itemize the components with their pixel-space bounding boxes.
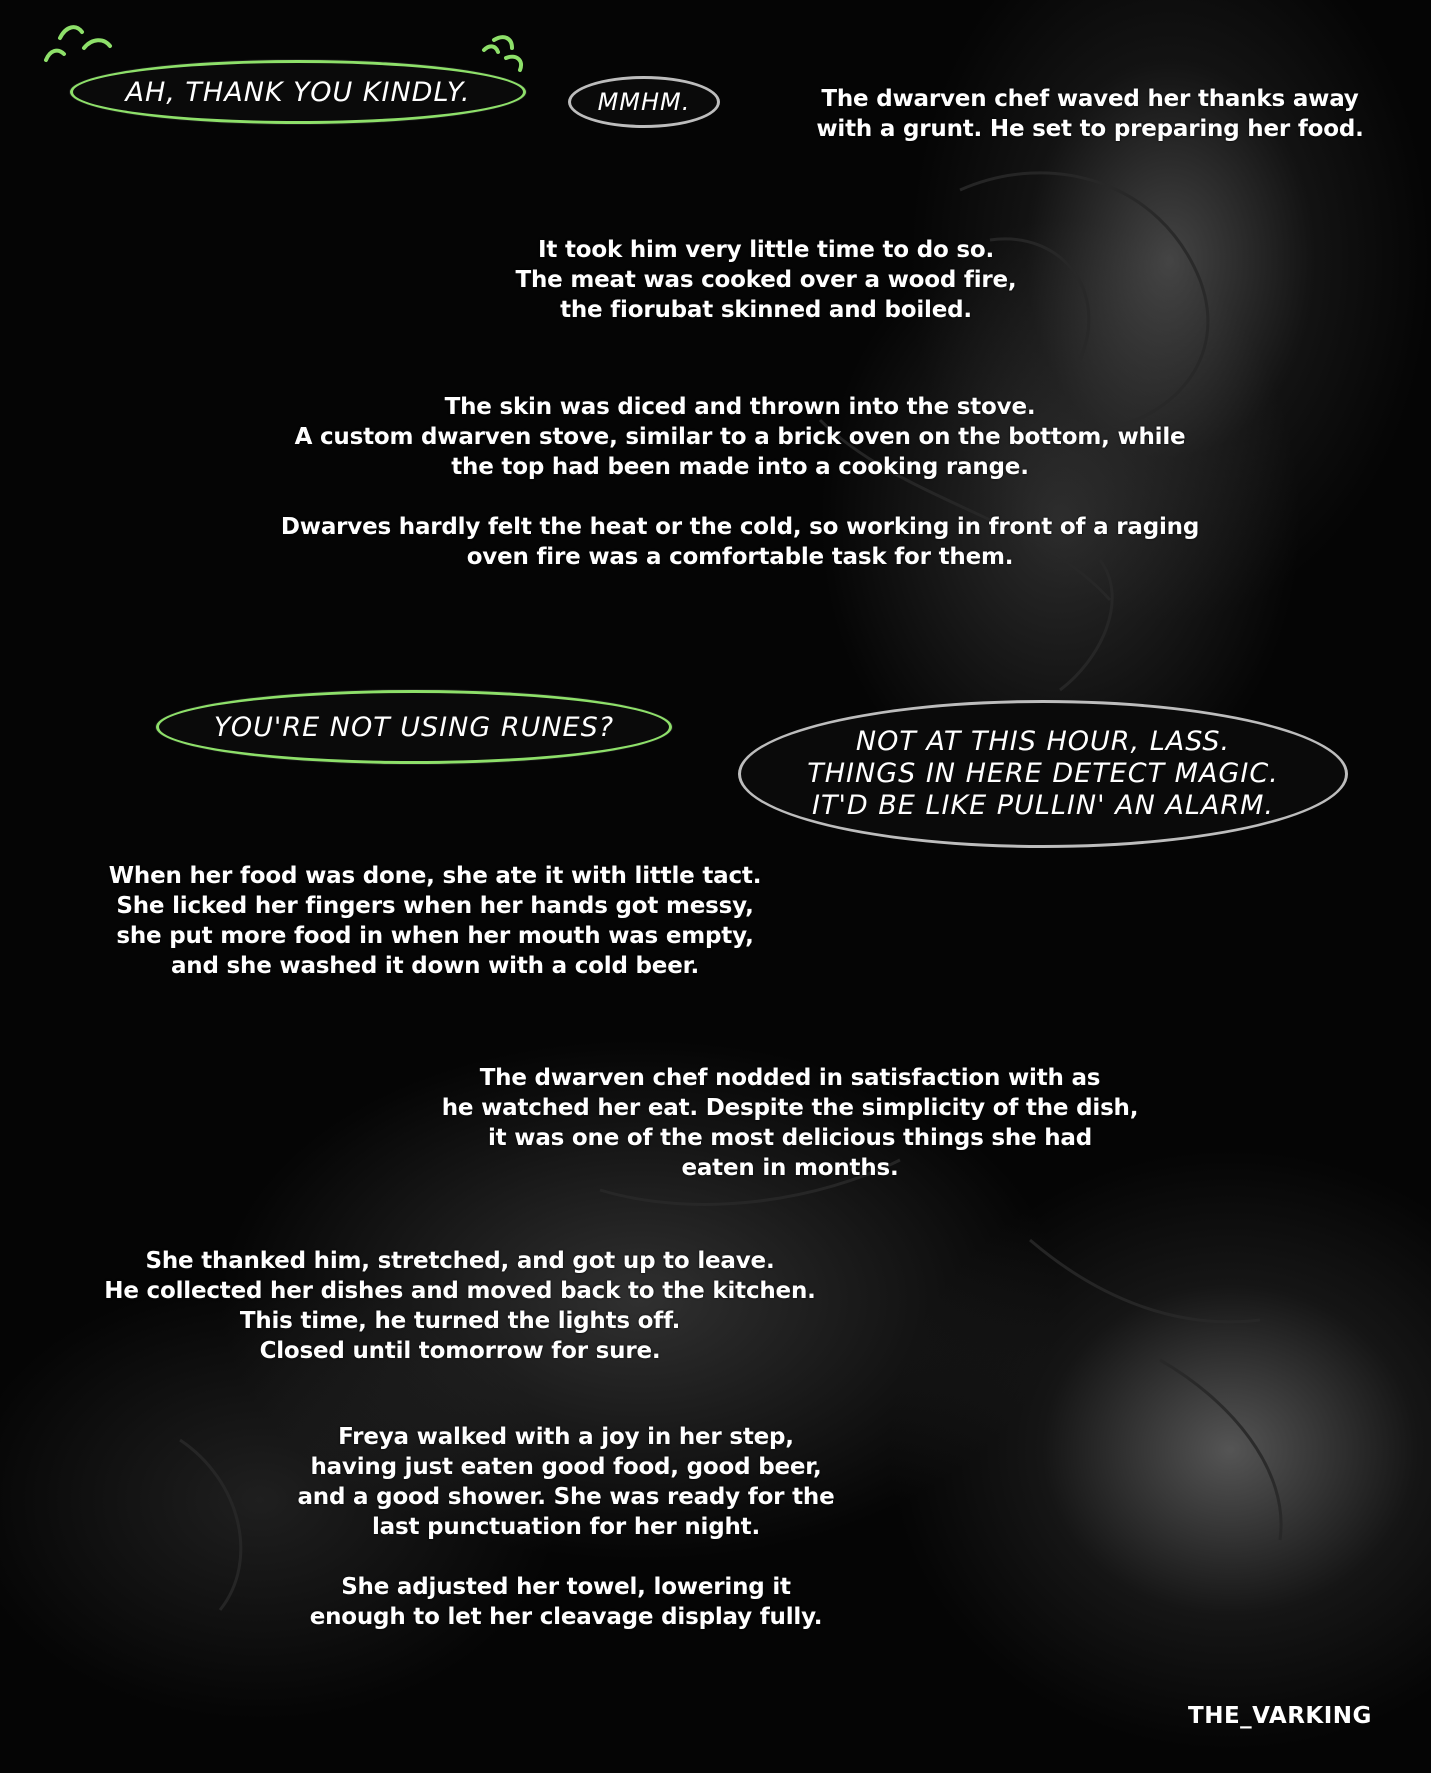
narration-towel — [286, 1572, 846, 1632]
speech-bubble-alarm — [738, 700, 1348, 848]
narration-line: with a grunt. He set to preparing her food. — [816, 116, 1364, 142]
narration-nodded — [420, 1063, 1160, 1183]
narration-line: Dwarves hardly felt the heat or the cold, so working in front of a raging — [280, 514, 1200, 540]
narration-line: the top had been made into a cooking range. — [451, 454, 1029, 480]
speech-line: THINGS IN HERE DETECT MAGIC. — [807, 758, 1279, 789]
narration-line: and she washed it down with a cold beer. — [170, 953, 699, 979]
narration-line: the fiorubat skinned and boiled. — [560, 297, 972, 323]
narration-freya — [286, 1422, 846, 1542]
narration-heat — [240, 512, 1240, 572]
narration-line: last punctuation for her night. — [371, 1514, 760, 1540]
speech-bubble-mmhm — [568, 76, 720, 128]
narration-line: A custom dwarven stove, similar to a brick oven on the bottom, while — [294, 424, 1186, 450]
narration-line: and a good shower. She was ready for the — [297, 1484, 835, 1510]
speech-text-mmhm: MMHM. — [597, 88, 691, 116]
narration-chef-waved — [780, 84, 1400, 144]
narration-line: eaten in months. — [681, 1155, 899, 1181]
narration-line: oven fire was a comfortable task for them. — [466, 544, 1014, 570]
speech-text-thanks: AH, THANK YOU KINDLY. — [125, 76, 471, 108]
speech-text-runes: YOU'RE NOT USING RUNES? — [213, 711, 615, 743]
narration-line: She licked her fingers when her hands got messy, — [116, 893, 754, 919]
narration-stove — [240, 392, 1240, 482]
narration-line: It took him very little time to do so. — [537, 237, 995, 263]
narration-line: He collected her dishes and moved back to the kitchen. — [104, 1278, 816, 1304]
narration-line: she put more food in when her mouth was empty, — [116, 923, 754, 949]
artist-credit: THE_VARKING — [1188, 1703, 1372, 1729]
narration-line: The dwarven chef waved her thanks away — [821, 86, 1359, 112]
speech-bubble-thanks — [70, 60, 526, 124]
narration-line: She adjusted her towel, lowering it — [341, 1574, 791, 1600]
narration-line: enough to let her cleavage display fully. — [309, 1604, 823, 1630]
narration-line: Freya walked with a joy in her step, — [338, 1424, 794, 1450]
narration-line: She thanked him, stretched, and got up to leave. — [145, 1248, 775, 1274]
narration-line: The dwarven chef nodded in satisfaction with as — [479, 1065, 1101, 1091]
speech-line: NOT AT THIS HOUR, LASS. — [855, 726, 1231, 757]
narration-line: The skin was diced and thrown into the stove. — [444, 394, 1036, 420]
speech-bubble-runes — [156, 690, 672, 764]
narration-line: having just eaten good food, good beer, — [310, 1454, 822, 1480]
narration-little-time — [466, 235, 1066, 325]
narration-line: This time, he turned the lights off. — [239, 1308, 681, 1334]
narration-line: Closed until tomorrow for sure. — [259, 1338, 661, 1364]
speech-text-alarm — [807, 726, 1279, 822]
narration-ate — [90, 861, 780, 981]
speech-line: IT'D BE LIKE PULLIN' AN ALARM. — [812, 790, 1274, 821]
narration-line: When her food was done, she ate it with little tact. — [108, 863, 762, 889]
narration-line: he watched her eat. Despite the simplicity of the dish, — [441, 1095, 1139, 1121]
narration-line: The meat was cooked over a wood fire, — [515, 267, 1017, 293]
narration-line: it was one of the most delicious things she had — [487, 1125, 1093, 1151]
narration-leave — [80, 1246, 840, 1366]
